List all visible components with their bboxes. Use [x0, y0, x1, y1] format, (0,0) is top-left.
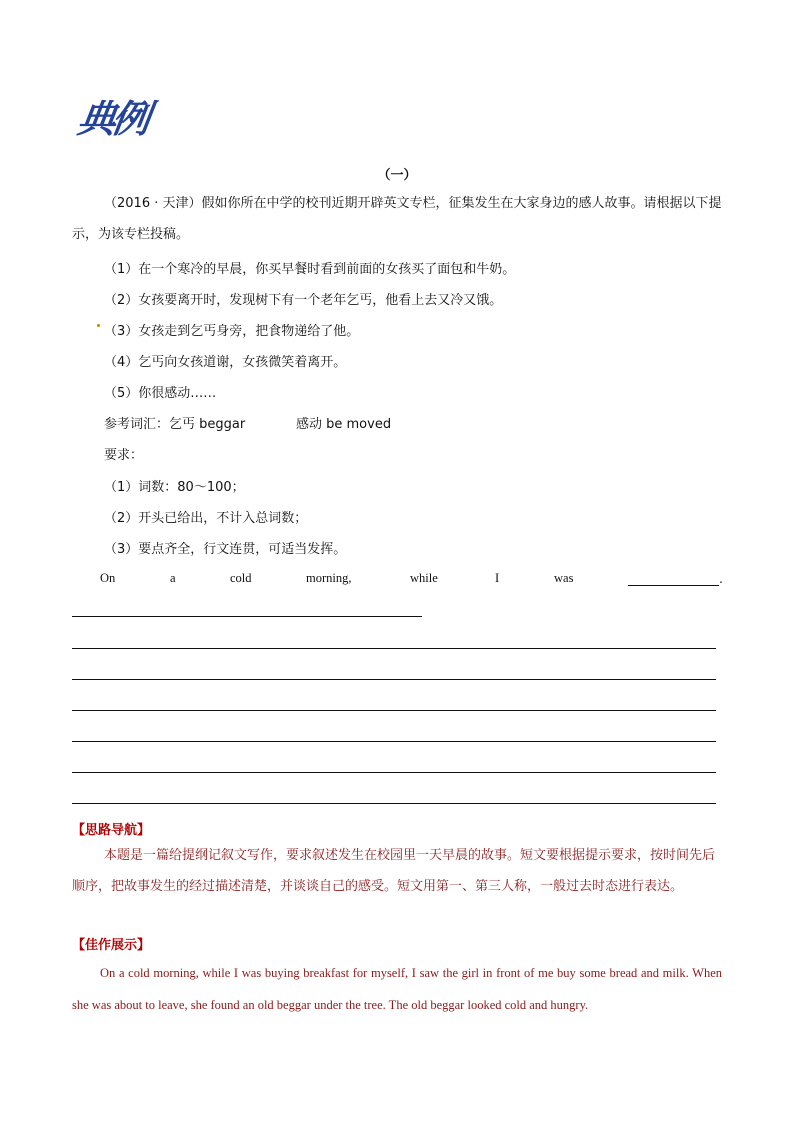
guide-title: 【思路导航】: [72, 823, 151, 838]
opening-word: On: [100, 571, 116, 585]
opening-word: a: [170, 571, 176, 585]
requirement-3: （3）要点齐全，行文连贯，可适当发挥。: [104, 542, 347, 557]
requirement-2: （2）开头已给出，不计入总词数；: [104, 511, 308, 526]
showcase-text: On a cold morning, while I was buying breakfast for myself, I saw the girl in front of me buy some bread and milk. When she was about to leave, she found an old beggar under the tree. The old beggar looked cold and hungry.: [72, 966, 722, 1012]
opening-word: cold: [230, 571, 252, 585]
opening-word: morning,: [306, 571, 352, 585]
opening-word: I: [495, 571, 500, 585]
writing-line[interactable]: [72, 803, 716, 804]
opening-word: was: [554, 571, 574, 585]
hint-4: （4）乞丐向女孩道谢，女孩微笑着离开。: [104, 355, 347, 370]
showcase-title: 【佳作展示】: [72, 938, 151, 953]
vocab-line-2: 感动 be moved: [296, 417, 392, 432]
hint-5: （5）你很感动……: [104, 386, 217, 401]
opening-period: .: [719, 571, 723, 586]
prompt-intro: （2016 · 天津）假如你所在中学的校刊近期开辟英文专栏，征集发生在大家身边的感人故事。请根据以下提示，为该专栏投稿。: [72, 196, 722, 242]
vocab-line: 参考词汇：乞丐 beggar: [104, 417, 246, 432]
opening-word: while: [410, 571, 438, 585]
writing-line[interactable]: [72, 648, 716, 649]
writing-line[interactable]: [72, 616, 422, 617]
marker-dot: [97, 324, 100, 327]
requirement-1: （1）词数：80～100；: [104, 480, 245, 495]
writing-line[interactable]: [72, 679, 716, 680]
guide-text: 本题是一篇给提纲记叙文写作，要求叙述发生在校园里一天早晨的故事。短文要根据提示要求，按时间先后顺序，把故事发生的经过描述清楚，并谈谈自己的感受。短文用第一、第三人称，一般过去时态进行表达。: [72, 848, 716, 894]
hint-1: （1）在一个寒冷的早晨，你买早餐时看到前面的女孩买了面包和牛奶。: [104, 262, 516, 277]
writing-line[interactable]: [72, 741, 716, 742]
hint-2: （2）女孩要离开时，发现树下有一个老年乞丐，他看上去又冷又饿。: [104, 293, 503, 308]
logo-mark: 典例: [74, 96, 150, 141]
hint-3: （3）女孩走到乞丐身旁，把食物递给了他。: [104, 324, 360, 339]
writing-line[interactable]: [72, 710, 716, 711]
writing-line[interactable]: [72, 772, 716, 773]
section-heading: （一）: [377, 168, 417, 183]
answer-blank[interactable]: [628, 585, 719, 586]
requirements-label: 要求：: [104, 448, 144, 463]
